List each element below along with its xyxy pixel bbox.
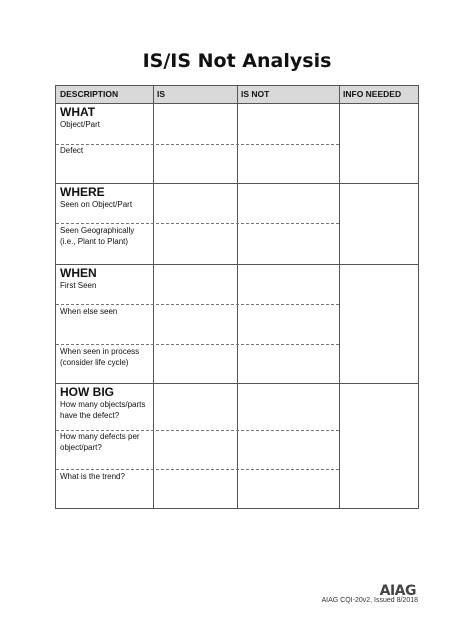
section-title-when: WHEN	[60, 266, 97, 280]
row-label: How many defects per object/part?	[60, 432, 140, 452]
row-divider	[56, 344, 339, 345]
section-title-where: WHERE	[60, 185, 105, 199]
row-label: What is the trend?	[60, 472, 125, 481]
section-title-what: WHAT	[60, 105, 96, 119]
row-divider	[56, 223, 339, 224]
row-label: When else seen	[60, 307, 118, 316]
row-divider	[56, 304, 339, 305]
row-label: Defect	[60, 146, 84, 155]
section-divider	[56, 383, 418, 384]
aiag-logo: AIAG	[379, 583, 416, 599]
header-description: DESCRIPTION	[60, 89, 119, 99]
row-label: Seen on Object/Part	[60, 200, 133, 209]
row-label: How many objects/parts have the defect?	[60, 400, 146, 420]
section-divider	[56, 264, 418, 265]
header-is-not: IS NOT	[241, 89, 270, 99]
column-divider	[339, 86, 340, 508]
is-is-not-table	[55, 85, 419, 509]
section-title-how-big: HOW BIG	[60, 385, 114, 399]
row-divider	[56, 469, 339, 470]
row-label: When seen in process (consider life cycle)	[60, 347, 140, 367]
row-label: Seen Geographically (i.e., Plant to Plant)	[60, 226, 135, 246]
header-info-needed: INFO NEEDED	[343, 89, 402, 99]
row-label: Object/Part	[60, 120, 101, 129]
column-divider	[237, 86, 238, 508]
section-divider	[56, 183, 418, 184]
column-divider	[153, 86, 154, 508]
row-label: First Seen	[60, 281, 97, 290]
header-is: IS	[157, 89, 166, 99]
page-title: IS/IS Not Analysis	[142, 50, 332, 72]
footer-issue-text: AIAG CQI-20v2, Issued 8/2018	[321, 597, 418, 604]
